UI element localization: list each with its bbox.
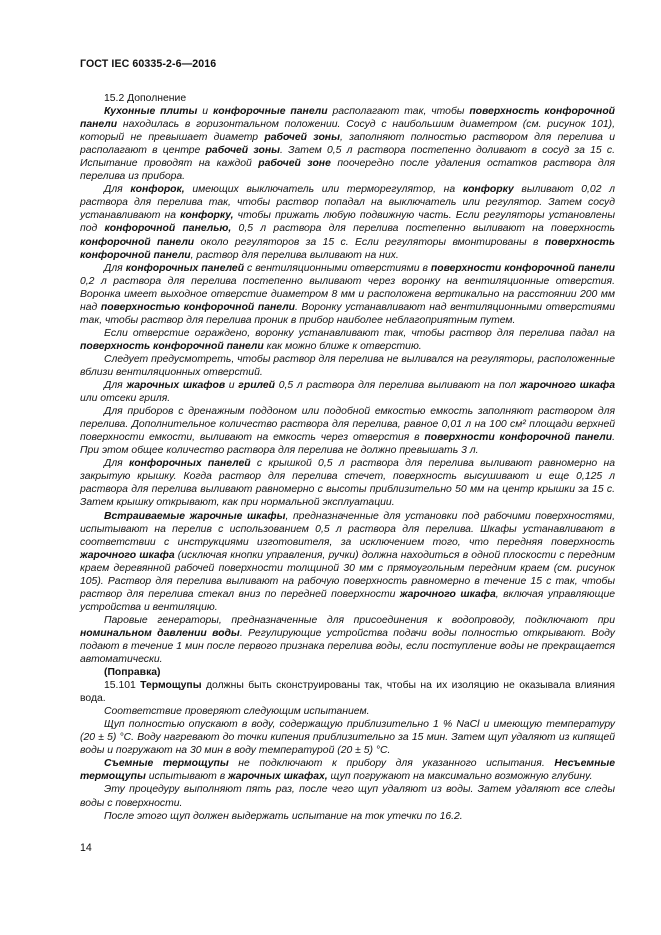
text-run: щуп погружают на максимально возможную глубину. — [327, 771, 593, 783]
paragraph — [80, 810, 615, 823]
term-bold: Кухонные плиты — [104, 106, 198, 118]
text-run: располагают так, чтобы — [327, 106, 470, 118]
paragraph — [80, 405, 615, 457]
page-number: 14 — [80, 842, 92, 854]
text-run: . При этом общее количество раствора для перелива не должно превышать 3 л. — [80, 432, 615, 457]
paragraph — [80, 105, 615, 183]
text-run: Для приборов с дренажным поддоном или подобной емкостью емкость заполняют раствором для перелива. Дополнительное количество раствора для перелива, равное 0,01 л на 100 см² площади верхней поверхности емкости, выливают на емкость через отверстия в — [80, 406, 615, 444]
text-run: находилась в горизонтальном положении. Сосуд с наибольшим диаметром (см. рисунок 101), который не превышает диаметр — [80, 119, 615, 144]
text-run: , заполняют полностью раствором для перелива и располагают в центре — [80, 132, 615, 157]
text-run: не подключают к прибору для указанного испытания. — [228, 758, 555, 770]
term-bold: конфорочные панели — [212, 106, 328, 118]
term-bold: поверхность конфорочной панели — [80, 106, 616, 131]
text-run: около регуляторов за 15 с. Если регуляторы вмонтированы в — [194, 236, 545, 248]
text-run: . Воронку устанавливают над вентиляционными отверстиями так, чтобы раствор для перелива проник в прибор наиболее неблагоприятным путем. — [80, 301, 615, 326]
text-run: с вентиляционными отверстиями в — [244, 262, 431, 274]
paragraph — [80, 783, 615, 809]
text-run: 0,5 л раствора для перелива постепенно выливают на поверхность — [231, 223, 615, 235]
text-run: выливают 0,02 л раствора для перелива так, чтобы раствор попадал на выключатель или регулятор. Затем сосуд устанавливают на — [80, 184, 615, 222]
text-run: Для — [104, 184, 131, 196]
paragraph — [80, 718, 615, 757]
paragraph — [80, 457, 615, 509]
term-bold: конфорочных панелей — [125, 262, 245, 274]
term-bold: поверхность конфорочной панели — [80, 340, 264, 352]
term-bold: поверхность конфорочной панели — [80, 236, 616, 261]
term-bold: рабочей зоне — [258, 158, 331, 170]
term-bold: конфорку, — [180, 210, 234, 222]
term-bold: жарочных шкафов — [126, 380, 226, 392]
text-run: или отсеки гриля. — [80, 393, 171, 405]
term-bold: жарочного шкафа — [80, 549, 175, 561]
text-run: Для — [104, 458, 129, 470]
text-run: 15.101 — [104, 680, 141, 692]
term-bold: грилей — [238, 380, 275, 392]
term-bold: рабочей зоны — [205, 145, 281, 157]
text-run: Паровые генераторы, предназначенные для присоединения к водопроводу, подключают при — [104, 614, 615, 626]
text-run: , предназначенные для установки под рабочими поверхностями, испытывают на перелив с использованием 0,5 л раствора для перелива. Шкафы устанавливают в соответствии с инструкциями изготовителя, за исключением того, что передняя поверхность — [80, 510, 615, 548]
text-run: Щуп полностью опускают в воду, содержащую приблизительно 1 % NaCl и имеющую температуру (20 ± 5) °С. Воду нагревают до точки кипения приблизительно за 15 мин. Затем щуп удаляют из кипящей воды и погружают на 30 мин в воду температурой (20 ± 5) °С. — [80, 719, 615, 757]
term-bold: номинальном давлении воды — [80, 627, 240, 639]
paragraph — [80, 510, 615, 614]
text-run: Если отверстие ограждено, воронку устанавливают так, чтобы раствор для перелива падал на — [104, 327, 615, 339]
text-run: и — [225, 380, 239, 392]
term-bold: конфорочной панели — [80, 236, 195, 248]
text-run: , раствор для перелива выливают на них. — [190, 249, 399, 261]
paragraph — [80, 705, 615, 718]
term-bold: поверхности конфорочной панели — [430, 262, 615, 274]
text-run: 0,5 л раствора для перелива выливают на пол — [275, 380, 520, 392]
text-run: имеющих выключатель или терморегулятор, на — [184, 184, 463, 196]
section-heading: 15.2 Дополнение — [104, 93, 187, 104]
text-run: Для — [104, 262, 126, 274]
term-bold: жарочного шкафа — [519, 380, 615, 392]
term-bold: рабочей зоны — [264, 132, 340, 144]
text-run: . Регулирующие устройства подачи воды полностью открывают. Воду подают в течение 1 мин после первого признака перелива воды, если поступление воды не прекращается автоматически. — [80, 627, 615, 666]
text-run: , включая управляющие устройства и вентиляцию. — [80, 588, 616, 613]
text-run: После этого щуп должен выдержать испытание на ток утечки по 16.2. — [104, 810, 463, 822]
text-run: Следует предусмотреть, чтобы раствор для перелива не выливался на регуляторы, расположенные вблизи вентиляционных отверстий. — [80, 353, 615, 378]
term-bold: Термощупы — [140, 680, 202, 692]
text-run: Для — [104, 380, 127, 392]
text-run: 0,2 л раствора для перелива постепенно выливают через воронку на вентиляционные отверстия. Воронка имеет выходное отверстие диаметром 8 мм и расположена вертикально на расстоянии 200 мм над — [80, 275, 615, 313]
text-run: и — [197, 106, 213, 118]
term-bold: конфорок, — [130, 184, 185, 196]
paragraph — [80, 379, 615, 405]
term-bold: конфорочной панелью, — [104, 223, 232, 235]
document-header: ГОСТ IEC 60335-2-6—2016 — [80, 58, 217, 70]
document-body — [80, 92, 615, 823]
term-bold: конфорочных панелей — [129, 458, 251, 470]
paragraph — [80, 666, 615, 679]
term-bold: жарочных шкафах, — [228, 771, 328, 783]
term-bold: Встраиваемые жарочные шкафы — [104, 510, 286, 522]
text-run: чтобы прижать любую подвижную часть. Если регуляторы установлены под — [80, 210, 615, 235]
term-bold: поверхностью конфорочной панели — [100, 301, 296, 313]
paragraph — [80, 262, 615, 327]
paragraph — [80, 353, 615, 379]
term-bold: конфорку — [462, 184, 514, 196]
paragraph — [80, 614, 615, 666]
text-run: с крышкой 0,5 л раствора для перелива выливают равномерно на закрытую крышку. Когда раствор для перелива стечет, поверхность высушивают и еще 0,125 л раствора для перелива выливают равномерно с высоты приблизительно 50 мм на центр крышки за 15 с. Затем крышку открывают, как при нормальной эксплуатации. — [80, 458, 615, 509]
text-run: как можно ближе к отверстию. — [263, 340, 422, 352]
paragraph — [80, 679, 615, 705]
term-bold: Несъемные термощупы — [80, 758, 615, 783]
text-run: поочередно после удаления остатков раствора для перелива из прибора. — [80, 158, 616, 183]
text-run: . Затем 0,5 л раствора постепенно доливают в сосуд за 15 с. Испытание проводят на каждой — [80, 145, 615, 170]
text-run: Эту процедуру выполняют пять раз, после чего щуп удаляют из воды. Затем удаляют все следы воды с поверхности. — [80, 784, 615, 809]
text-run: испытывают в — [145, 771, 229, 783]
paragraph — [80, 757, 615, 783]
paragraph — [80, 183, 615, 261]
term-bold: (Поправка) — [104, 667, 161, 679]
term-bold: Съемные термощупы — [104, 758, 229, 770]
paragraph — [80, 327, 615, 353]
text-run: должны быть сконструированы так, чтобы на их изоляцию не оказывала влияния вода. — [80, 680, 615, 705]
term-bold: жарочного шкафа — [399, 588, 496, 600]
term-bold: поверхности конфорочной панели — [424, 432, 613, 444]
text-run: Соответствие проверяют следующим испытанием. — [104, 706, 370, 718]
text-run: (исключая кнопки управления, ручки) должна находиться в одной плоскости с передним краем деревянной рабочей поверхности толщиной 30 мм с прямоугольным передним краем (см. рисунок 105). Раствор для перелива выливают на рабочую поверхность равномерно в течение 15 с так, чтобы раствор для перелива стекал вниз по передней поверхности — [80, 549, 615, 600]
